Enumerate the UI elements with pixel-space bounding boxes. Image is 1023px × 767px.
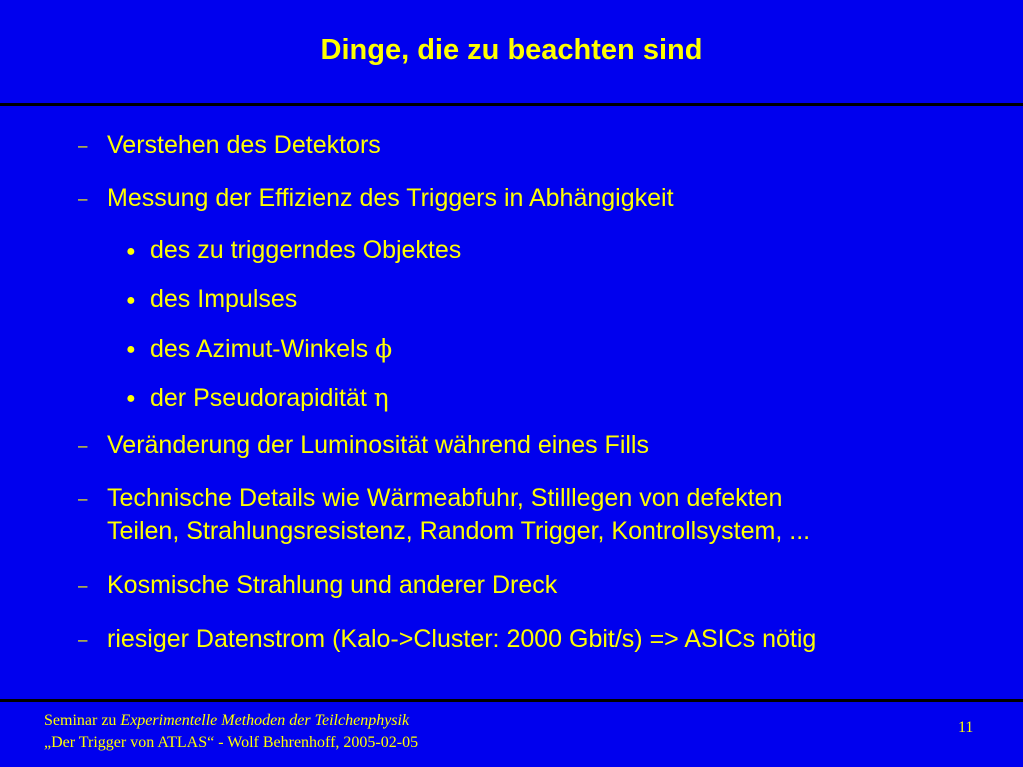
eta-symbol: η [373, 383, 389, 412]
bullet-item [78, 182, 674, 215]
page-number: 11 [958, 719, 974, 736]
sub-bullet-item [126, 332, 393, 366]
bullet-text-continuation: Teilen, Strahlungsresistenz, Random Trigger, Kontrollsystem, ... [107, 517, 811, 545]
dot-marker: ● [126, 243, 136, 260]
bullet-item [78, 129, 381, 162]
sub-bullet-item [126, 283, 298, 316]
dash-marker: – [78, 436, 88, 455]
phi-symbol: ϕ [375, 334, 393, 363]
bullet-text: der Pseudorapidität [150, 384, 367, 412]
dash-marker: – [78, 576, 88, 595]
bullet-text: des Impulses [150, 285, 298, 313]
dot-marker: ● [126, 390, 136, 407]
sub-bullet-item [126, 234, 462, 267]
bullet-item [78, 429, 649, 462]
footer-course-line [44, 710, 418, 732]
dash-marker: – [78, 630, 88, 649]
dot-marker: ● [126, 292, 136, 309]
bullet-item [78, 482, 811, 548]
dash-marker: – [78, 189, 88, 208]
bullet-text: Kosmische Strahlung und anderer Dreck [107, 571, 558, 599]
dash-marker: – [78, 489, 88, 508]
dash-marker: – [78, 136, 88, 155]
bullet-text: Technische Details wie Wärmeabfuhr, Stilllegen von defekten [107, 484, 783, 512]
footer-talk-line: „Der Trigger von ATLAS“ - Wolf Behrenhoff, 2005-02-05 [44, 734, 419, 751]
bullet-item [78, 623, 817, 656]
bottom-divider [0, 699, 1023, 702]
bullet-text: Veränderung der Luminosität während eines Fills [107, 431, 649, 459]
dot-marker: ● [126, 341, 136, 358]
slide-title: Dinge, die zu beachten sind [320, 34, 703, 66]
sub-bullet-item [126, 381, 389, 415]
bullet-text: Verstehen des Detektors [107, 131, 381, 159]
bullet-text: Messung der Effizienz des Triggers in Abhängigkeit [107, 184, 674, 212]
bullet-text: des zu triggerndes Objektes [150, 236, 462, 264]
footer [44, 710, 418, 754]
footer-course-title: Experimentelle Methoden der Teilchenphysik [120, 712, 410, 729]
footer-prefix: Seminar zu [44, 712, 117, 729]
bullet-text: riesiger Datenstrom (Kalo->Cluster: 2000 Gbit/s) => ASICs nötig [107, 625, 817, 653]
bullet-text: des Azimut-Winkels [150, 335, 369, 363]
bullet-item [78, 569, 558, 602]
